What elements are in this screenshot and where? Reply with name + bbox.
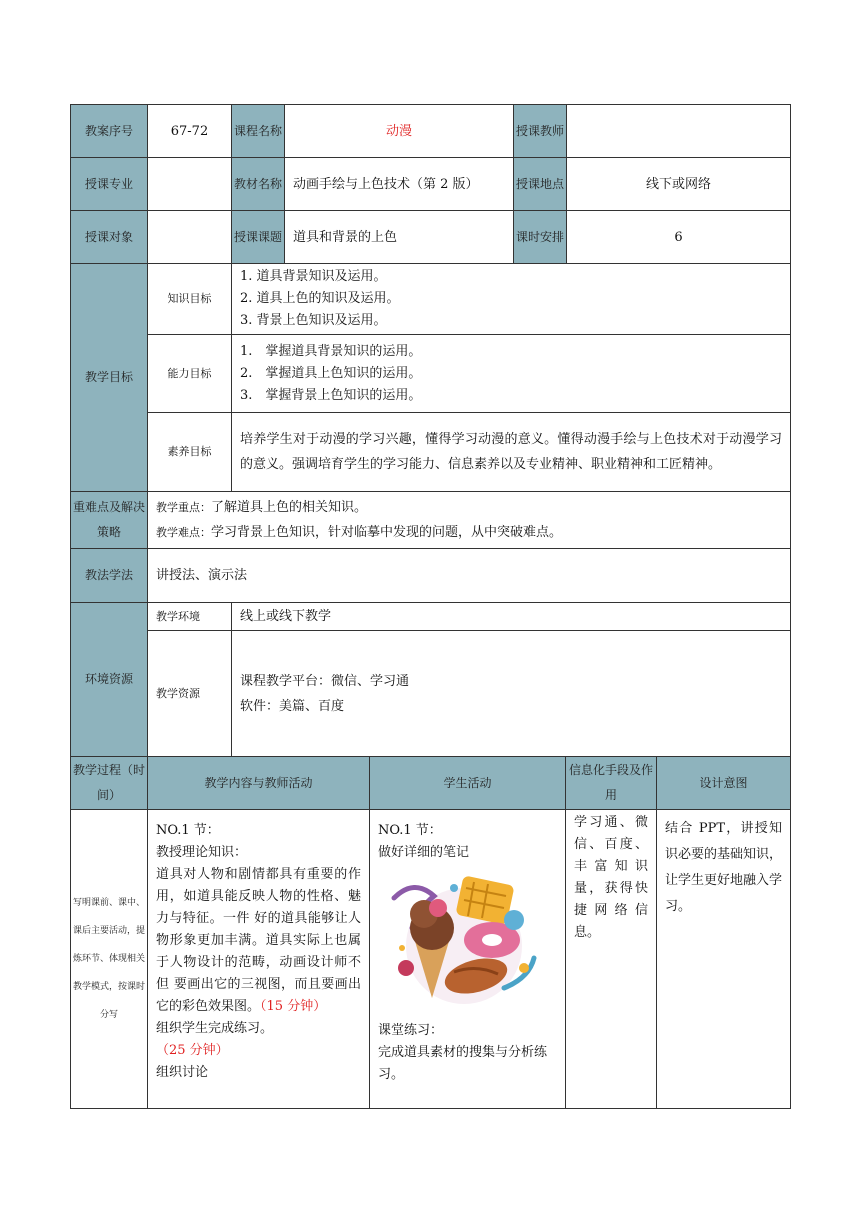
teacher-title: NO.1 节： [156, 823, 220, 838]
target-value [148, 211, 232, 264]
environment-label: 环境资源 [71, 603, 148, 757]
design-intent: 结合 PPT，讲授知识必要的基础知识，让学生更好地融入学习。 [657, 810, 791, 1109]
topic-label: 授课课题 [232, 211, 285, 264]
row-target [71, 211, 791, 264]
resources-line: 软件：美篇、百度 [240, 698, 345, 714]
teacher-task: 组织学生完成练习。 [156, 1021, 274, 1036]
resources-label: 教学资源 [148, 631, 232, 757]
process-col-content: 教学内容与教师活动 [148, 757, 370, 810]
student-activity [370, 810, 566, 1109]
teacher-label: 授课教师 [514, 105, 567, 158]
major-label: 授课专业 [71, 158, 148, 211]
row-major [71, 158, 791, 211]
ability-label: 能力目标 [148, 335, 232, 413]
ability-item: 1. 掌握道具背景知识的运用。 [240, 343, 422, 359]
major-value [148, 158, 232, 211]
knowledge-item: 2. 道具上色的知识及运用。 [240, 291, 400, 306]
teacher-value [567, 105, 791, 158]
time-15: （15 分钟） [260, 999, 327, 1014]
hours-value: 6 [567, 211, 791, 264]
knowledge-item: 3. 背景上色知识及运用。 [240, 313, 387, 328]
difficulty-label: 教学难点： [156, 526, 211, 539]
teacher-discuss: 组织讨论 [156, 1065, 209, 1080]
env-value: 线上或线下教学 [232, 603, 791, 631]
process-header-row [71, 757, 791, 810]
lesson-plan [70, 104, 790, 1109]
resources-value [232, 631, 791, 757]
time-25: （25 分钟） [156, 1043, 229, 1058]
row-keypoints [71, 492, 791, 549]
case-no-value: 67-72 [148, 105, 232, 158]
literacy-label: 素养目标 [148, 413, 232, 492]
methods-value: 讲授法、演示法 [148, 549, 791, 603]
row-case [71, 105, 791, 158]
row-ability [71, 335, 791, 413]
location-label: 授课地点 [514, 158, 567, 211]
knowledge-label: 知识目标 [148, 264, 232, 335]
resources-line: 课程教学平台：微信、学习通 [240, 673, 410, 689]
process-row-1 [71, 810, 791, 1109]
keypoints-content [148, 492, 791, 549]
textbook-value: 动画手绘与上色技术（第 2 版） [285, 158, 514, 211]
row-resources [71, 631, 791, 757]
location-value: 线下或网络 [567, 158, 791, 211]
ability-item: 3. 掌握背景上色知识的运用。 [240, 387, 422, 403]
focus-label: 教学重点： [156, 501, 211, 514]
row-knowledge [71, 264, 791, 335]
row-literacy [71, 413, 791, 492]
student-title: NO.1 节： [378, 823, 442, 838]
target-label: 授课对象 [71, 211, 148, 264]
env-label: 教学环境 [148, 603, 232, 631]
knowledge-item: 1. 道具背景知识及运用。 [240, 269, 387, 284]
info-means: 学习通、微信、百度、丰富知识量，获得快捷网络信息。 [566, 810, 657, 1109]
practice-text: 完成道具素材的搜集与分析练习。 [378, 1045, 548, 1082]
sweets-illustration [384, 868, 544, 1018]
course-value: 动漫 [285, 105, 514, 158]
ability-list [232, 335, 791, 413]
student-notes: 做好详细的笔记 [378, 845, 470, 860]
course-label: 课程名称 [232, 105, 285, 158]
teacher-subtitle: 教授理论知识： [156, 845, 248, 860]
process-col-info: 信息化手段及作用 [566, 757, 657, 810]
methods-label: 教法学法 [71, 549, 148, 603]
textbook-label: 教材名称 [232, 158, 285, 211]
row-env [71, 603, 791, 631]
process-col-time: 教学过程（时间） [71, 757, 148, 810]
ability-item: 2. 掌握道具上色知识的运用。 [240, 365, 422, 381]
lesson-table-top [70, 104, 791, 757]
knowledge-list [232, 264, 791, 335]
process-table [70, 756, 791, 1109]
case-no-label: 教案序号 [71, 105, 148, 158]
difficulty-text: 学习背景上色知识，针对临摹中发现的问题，从中突破难点。 [211, 525, 563, 540]
row-methods [71, 549, 791, 603]
hours-label: 课时安排 [514, 211, 567, 264]
keypoints-label: 重难点及解决策略 [71, 492, 148, 549]
process-col-design: 设计意图 [657, 757, 791, 810]
process-note: 写明课前、课中、课后主要活动，提炼环节、体现相关教学模式，按课时分写 [71, 810, 148, 1109]
teacher-text: 道具对人物和剧情都具有重要的作用，如道具能反映人物的性格、魅力与特征。一件 好的道具能够让人物形象更加丰满。道具实际上也属于人物设计的范畴，动画设计师不但 要画出它的三视图，而且要画出它的彩色效果图。 [156, 867, 361, 1014]
literacy-text: 培养学生对于动漫的学习兴趣，懂得学习动漫的意义。懂得动漫手绘与上色技术对于动漫学习的意义。强调培育学生的学习能力、信息素养以及专业精神、职业精神和工匠精神。 [232, 413, 791, 492]
teacher-activity [148, 810, 370, 1109]
process-col-student: 学生活动 [370, 757, 566, 810]
objectives-label: 教学目标 [71, 264, 148, 492]
topic-value: 道具和背景的上色 [285, 211, 514, 264]
focus-text: 了解道具上色的相关知识。 [211, 500, 368, 515]
practice-label: 课堂练习： [378, 1023, 444, 1038]
